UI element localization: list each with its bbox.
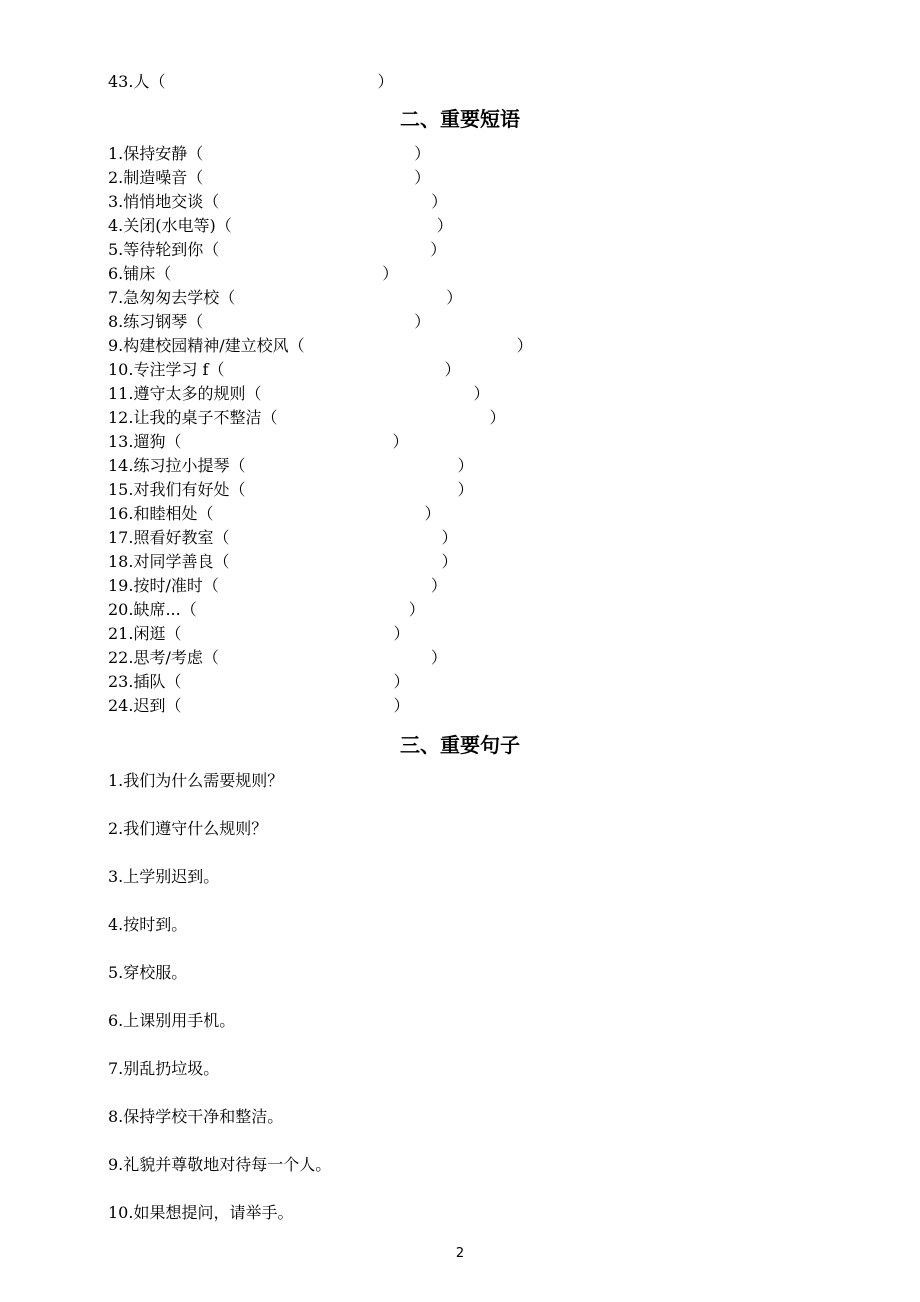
close-paren: ） xyxy=(392,432,409,451)
close-paren: ） xyxy=(424,504,441,523)
item-text: 9.构建校园精神/建立校风（ xyxy=(108,336,305,355)
item-text: 14.练习拉小提琴（ xyxy=(108,456,246,475)
phrase-item xyxy=(108,502,440,526)
item-text: 24.迟到（ xyxy=(108,696,182,715)
item-text: 19.按时/准时（ xyxy=(108,576,219,595)
phrase-item xyxy=(108,526,457,550)
item-text: 5.等待轮到你（ xyxy=(108,240,220,259)
page-number: 2 xyxy=(455,1246,465,1261)
phrase-item xyxy=(108,622,409,646)
close-paren: ） xyxy=(377,72,394,91)
phrase-item xyxy=(108,334,533,358)
phrase-item xyxy=(108,214,453,238)
item-text: 2.制造噪音（ xyxy=(108,168,204,187)
item-text: 8.练习钢琴（ xyxy=(108,312,204,331)
close-paren: ） xyxy=(457,480,474,499)
close-paren: ） xyxy=(393,672,410,691)
sentence-item: 5.穿校服。 xyxy=(108,963,188,982)
item-text: 23.插队（ xyxy=(108,672,182,691)
phrase-item xyxy=(108,646,447,670)
sentence-item: 6.上课别用手机。 xyxy=(108,1011,236,1030)
phrase-item xyxy=(108,430,408,454)
close-paren: ） xyxy=(431,192,448,211)
close-paren: ） xyxy=(382,264,399,283)
phrase-item xyxy=(108,190,447,214)
section-title-phrases: 二、重要短语 xyxy=(400,107,520,131)
phrase-item xyxy=(108,670,409,694)
sentence-item: 4.按时到。 xyxy=(108,915,188,934)
close-paren: ） xyxy=(436,216,453,235)
close-paren: ） xyxy=(446,288,463,307)
phrase-item xyxy=(108,406,505,430)
sentence-item: 8.保持学校干净和整洁。 xyxy=(108,1107,284,1126)
close-paren: ） xyxy=(516,336,533,355)
item-text: 18.对同学善良（ xyxy=(108,552,230,571)
phrase-item xyxy=(108,310,430,334)
item-text: 16.和睦相处（ xyxy=(108,504,214,523)
item-text: 13.遛狗（ xyxy=(108,432,182,451)
item-text: 3.悄悄地交谈（ xyxy=(108,192,220,211)
close-paren: ） xyxy=(414,168,431,187)
phrase-item xyxy=(108,262,398,286)
phrase-item xyxy=(108,358,460,382)
sentence-item: 2.我们遵守什么规则？ xyxy=(108,819,268,838)
sentence-item: 7.别乱扔垃圾。 xyxy=(108,1059,220,1078)
phrase-item xyxy=(108,598,425,622)
sentence-item: 1.我们为什么需要规则？ xyxy=(108,771,284,790)
phrase-item xyxy=(108,382,489,406)
item-text: 12.让我的桌子不整洁（ xyxy=(108,408,278,427)
sentence-item: 3.上学别迟到。 xyxy=(108,867,220,886)
close-paren: ） xyxy=(414,144,431,163)
close-paren: ） xyxy=(457,456,474,475)
close-paren: ） xyxy=(441,552,458,571)
phrase-item xyxy=(108,286,462,310)
close-paren: ） xyxy=(430,648,447,667)
close-paren: ） xyxy=(473,384,490,403)
section-title-sentences: 三、重要句子 xyxy=(400,733,520,757)
phrase-item xyxy=(108,574,447,598)
phrase-item xyxy=(108,478,473,502)
item-text: 10.专注学习 f（ xyxy=(108,360,225,379)
phrase-item xyxy=(108,550,457,574)
item-text: 6.铺床（ xyxy=(108,264,172,283)
item-text: 4.关闭(水电等)（ xyxy=(108,216,232,235)
item-text: 20.缺席...（ xyxy=(108,600,197,619)
item-text: 7.急匆匆去学校（ xyxy=(108,288,236,307)
close-paren: ） xyxy=(414,312,431,331)
item-text: 21.闲逛（ xyxy=(108,624,182,643)
phrase-item xyxy=(108,166,430,190)
item-text: 1.保持安静（ xyxy=(108,144,204,163)
sentence-item: 9.礼貌并尊敬地对待每一个人。 xyxy=(108,1155,332,1174)
item-text: 15.对我们有好处（ xyxy=(108,480,246,499)
item-text: 17.照看好教室（ xyxy=(108,528,230,547)
phrase-item xyxy=(108,238,446,262)
close-paren: ） xyxy=(393,624,410,643)
vocab-item-43 xyxy=(108,70,393,94)
close-paren: ） xyxy=(430,576,447,595)
phrase-item xyxy=(108,694,409,718)
close-paren: ） xyxy=(441,528,458,547)
close-paren: ） xyxy=(408,600,425,619)
phrase-item xyxy=(108,142,430,166)
close-paren: ） xyxy=(393,696,410,715)
phrase-item xyxy=(108,454,473,478)
close-paren: ） xyxy=(489,408,506,427)
close-paren: ） xyxy=(430,240,447,259)
item-text: 22.思考/考虑（ xyxy=(108,648,219,667)
item-text: 11.遵守太多的规则（ xyxy=(108,384,262,403)
close-paren: ） xyxy=(444,360,461,379)
item-text: 43.人（ xyxy=(108,72,166,91)
sentence-item: 10.如果想提问，请举手。 xyxy=(108,1203,294,1222)
